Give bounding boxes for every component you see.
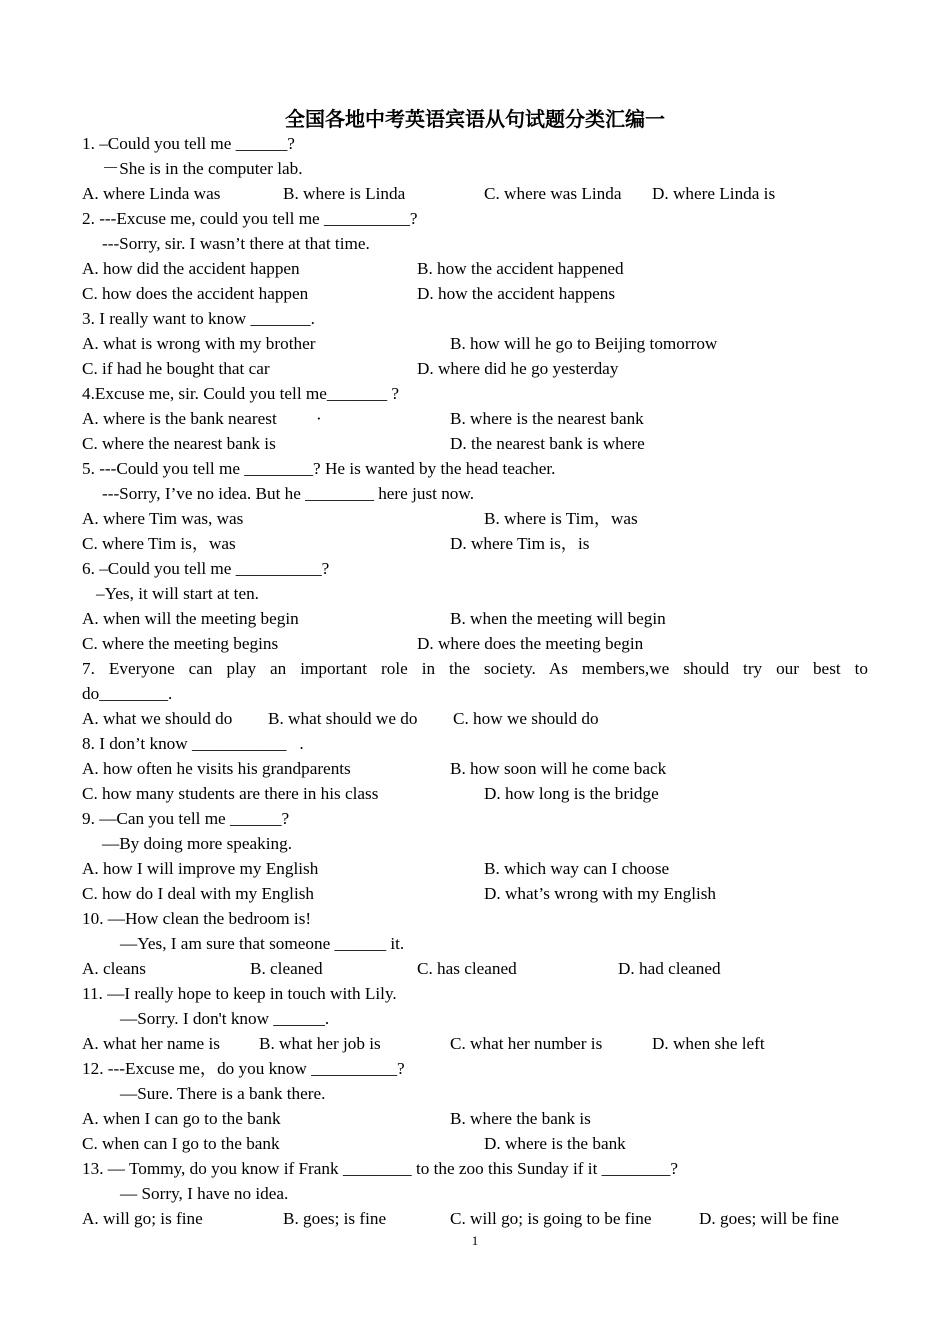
- option-a: A. cleans: [82, 959, 146, 978]
- option-b: B. when the meeting will begin: [450, 609, 666, 628]
- option-a: A. what her name is: [82, 1034, 220, 1053]
- question-4-stem: 4.Excuse me, sir. Could you tell me_______ ?: [82, 384, 399, 403]
- option-a: A. where is the bank nearest: [82, 409, 277, 428]
- question-3-stem: 3. I really want to know _______.: [82, 309, 315, 328]
- question-10-options: [82, 956, 868, 981]
- option-a: A. how did the accident happen: [82, 259, 300, 278]
- option-d: D. the nearest bank is where: [450, 434, 645, 453]
- option-b: B. cleaned: [250, 959, 323, 978]
- option-d: D. when she left: [652, 1034, 765, 1053]
- option-a: A. when I can go to the bank: [82, 1109, 281, 1128]
- option-c: C. how does the accident happen: [82, 284, 309, 303]
- option-d: D. goes; will be fine: [699, 1209, 839, 1228]
- option-b: B. what should we do: [268, 709, 418, 728]
- option-c: C. how do I deal with my English: [82, 884, 315, 903]
- question-9-reply: —By doing more speaking.: [102, 834, 292, 853]
- option-a: A. where Linda was: [82, 184, 221, 203]
- question-6-stem: 6. –Could you tell me __________?: [82, 559, 330, 578]
- option-b: B. where is Linda: [283, 184, 406, 203]
- option-b: B. how soon will he come back: [450, 759, 667, 778]
- option-d: D. what’s wrong with my English: [484, 884, 717, 903]
- question-12-options-ab: [82, 1106, 868, 1131]
- question-9-options-cd: [82, 881, 868, 906]
- option-c: C. where was Linda: [484, 184, 622, 203]
- question-5-options-cd: [82, 531, 868, 556]
- page-title: 全国各地中考英语宾语从句试题分类汇编一: [285, 107, 665, 131]
- question-12-options-cd: [82, 1131, 868, 1156]
- question-1-reply: －She is in the computer lab.: [102, 159, 303, 178]
- page-number: 1: [471, 1233, 479, 1248]
- question-11-stem: 11. —I really hope to keep in touch with Lily.: [82, 984, 397, 1003]
- option-c: C. how we should do: [453, 709, 599, 728]
- question-5-options-ab: [82, 506, 868, 531]
- question-3-options-ab: [82, 331, 868, 356]
- option-a: A. will go; is fine: [82, 1209, 203, 1228]
- question-1-options: [82, 181, 868, 206]
- option-b: B. what her job is: [259, 1034, 381, 1053]
- option-b: B. where the bank is: [450, 1109, 591, 1128]
- option-d: D. where Tim is，is: [450, 534, 590, 553]
- option-d: D. how the accident happens: [417, 284, 616, 303]
- option-c: C. has cleaned: [417, 959, 517, 978]
- option-d: D. where is the bank: [484, 1134, 626, 1153]
- option-b: B. how the accident happened: [417, 259, 624, 278]
- option-d: D. how long is the bridge: [484, 784, 659, 803]
- option-a: A. how I will improve my English: [82, 859, 319, 878]
- question-8-options-cd: [82, 781, 868, 806]
- option-c: C. when can I go to the bank: [82, 1134, 280, 1153]
- option-d: D. had cleaned: [618, 959, 721, 978]
- option-c: C. how many students are there in his class: [82, 784, 379, 803]
- question-9-stem: 9. —Can you tell me ______?: [82, 809, 290, 828]
- option-a: A. what we should do: [82, 709, 233, 728]
- question-9-options-ab: [82, 856, 868, 881]
- question-8-options-ab: [82, 756, 868, 781]
- question-11-options: [82, 1031, 868, 1056]
- question-13-reply: — Sorry, I have no idea.: [120, 1184, 289, 1203]
- question-11-reply: —Sorry. I don't know ______.: [120, 1009, 330, 1028]
- question-2-reply: ---Sorry, sir. I wasn’t there at that time.: [102, 234, 370, 253]
- question-2-stem: 2. ---Excuse me, could you tell me __________?: [82, 209, 418, 228]
- question-7-stem-line1: 7. Everyone can play an important role in the society. As members,we should try our best to: [82, 659, 868, 678]
- stray-dot: ·: [316, 409, 322, 428]
- option-a: A. where Tim was, was: [82, 509, 244, 528]
- question-4-options-cd: [82, 431, 868, 456]
- question-13-options: [82, 1206, 868, 1231]
- option-d: D. where did he go yesterday: [417, 359, 619, 378]
- option-d: D. where Linda is: [652, 184, 776, 203]
- question-5-stem: 5. ---Could you tell me ________? He is wanted by the head teacher.: [82, 459, 556, 478]
- question-6-reply: –Yes, it will start at ten.: [96, 584, 259, 603]
- question-2-options-ab: [82, 256, 868, 281]
- question-13-stem: 13. — Tommy, do you know if Frank ________ to the zoo this Sunday if it ________?: [82, 1159, 679, 1178]
- option-a: A. how often he visits his grandparents: [82, 759, 351, 778]
- option-b: B. goes; is fine: [283, 1209, 387, 1228]
- question-8-stem: 8. I don’t know ___________ .: [82, 734, 304, 753]
- option-b: B. which way can I choose: [484, 859, 670, 878]
- option-c: C. will go; is going to be fine: [450, 1209, 652, 1228]
- question-1-stem: 1. –Could you tell me ______?: [82, 134, 295, 153]
- option-d: D. where does the meeting begin: [417, 634, 644, 653]
- question-10-reply: —Yes, I am sure that someone ______ it.: [120, 934, 405, 953]
- option-c: C. if had he bought that car: [82, 359, 270, 378]
- option-b: B. where is the nearest bank: [450, 409, 644, 428]
- question-7-stem-line2: do________.: [82, 684, 173, 703]
- question-12-stem: 12. ---Excuse me，do you know __________?: [82, 1059, 405, 1078]
- question-6-options-ab: [82, 606, 868, 631]
- option-b: B. how will he go to Beijing tomorrow: [450, 334, 718, 353]
- question-12-reply: —Sure. There is a bank there.: [120, 1084, 326, 1103]
- question-6-options-cd: [82, 631, 868, 656]
- option-c: C. where Tim is，was: [82, 534, 236, 553]
- option-c: C. what her number is: [450, 1034, 603, 1053]
- question-3-options-cd: [82, 356, 868, 381]
- option-a: A. when will the meeting begin: [82, 609, 299, 628]
- option-b: B. where is Tim，was: [484, 509, 638, 528]
- option-c: C. where the nearest bank is: [82, 434, 276, 453]
- option-c: C. where the meeting begins: [82, 634, 279, 653]
- option-a: A. what is wrong with my brother: [82, 334, 316, 353]
- question-10-stem: 10. —How clean the bedroom is!: [82, 909, 312, 928]
- question-2-options-cd: [82, 281, 868, 306]
- question-7-options: [82, 706, 868, 731]
- question-5-reply: ---Sorry, I’ve no idea. But he ________ here just now.: [102, 484, 474, 503]
- question-4-options-ab: [82, 406, 868, 431]
